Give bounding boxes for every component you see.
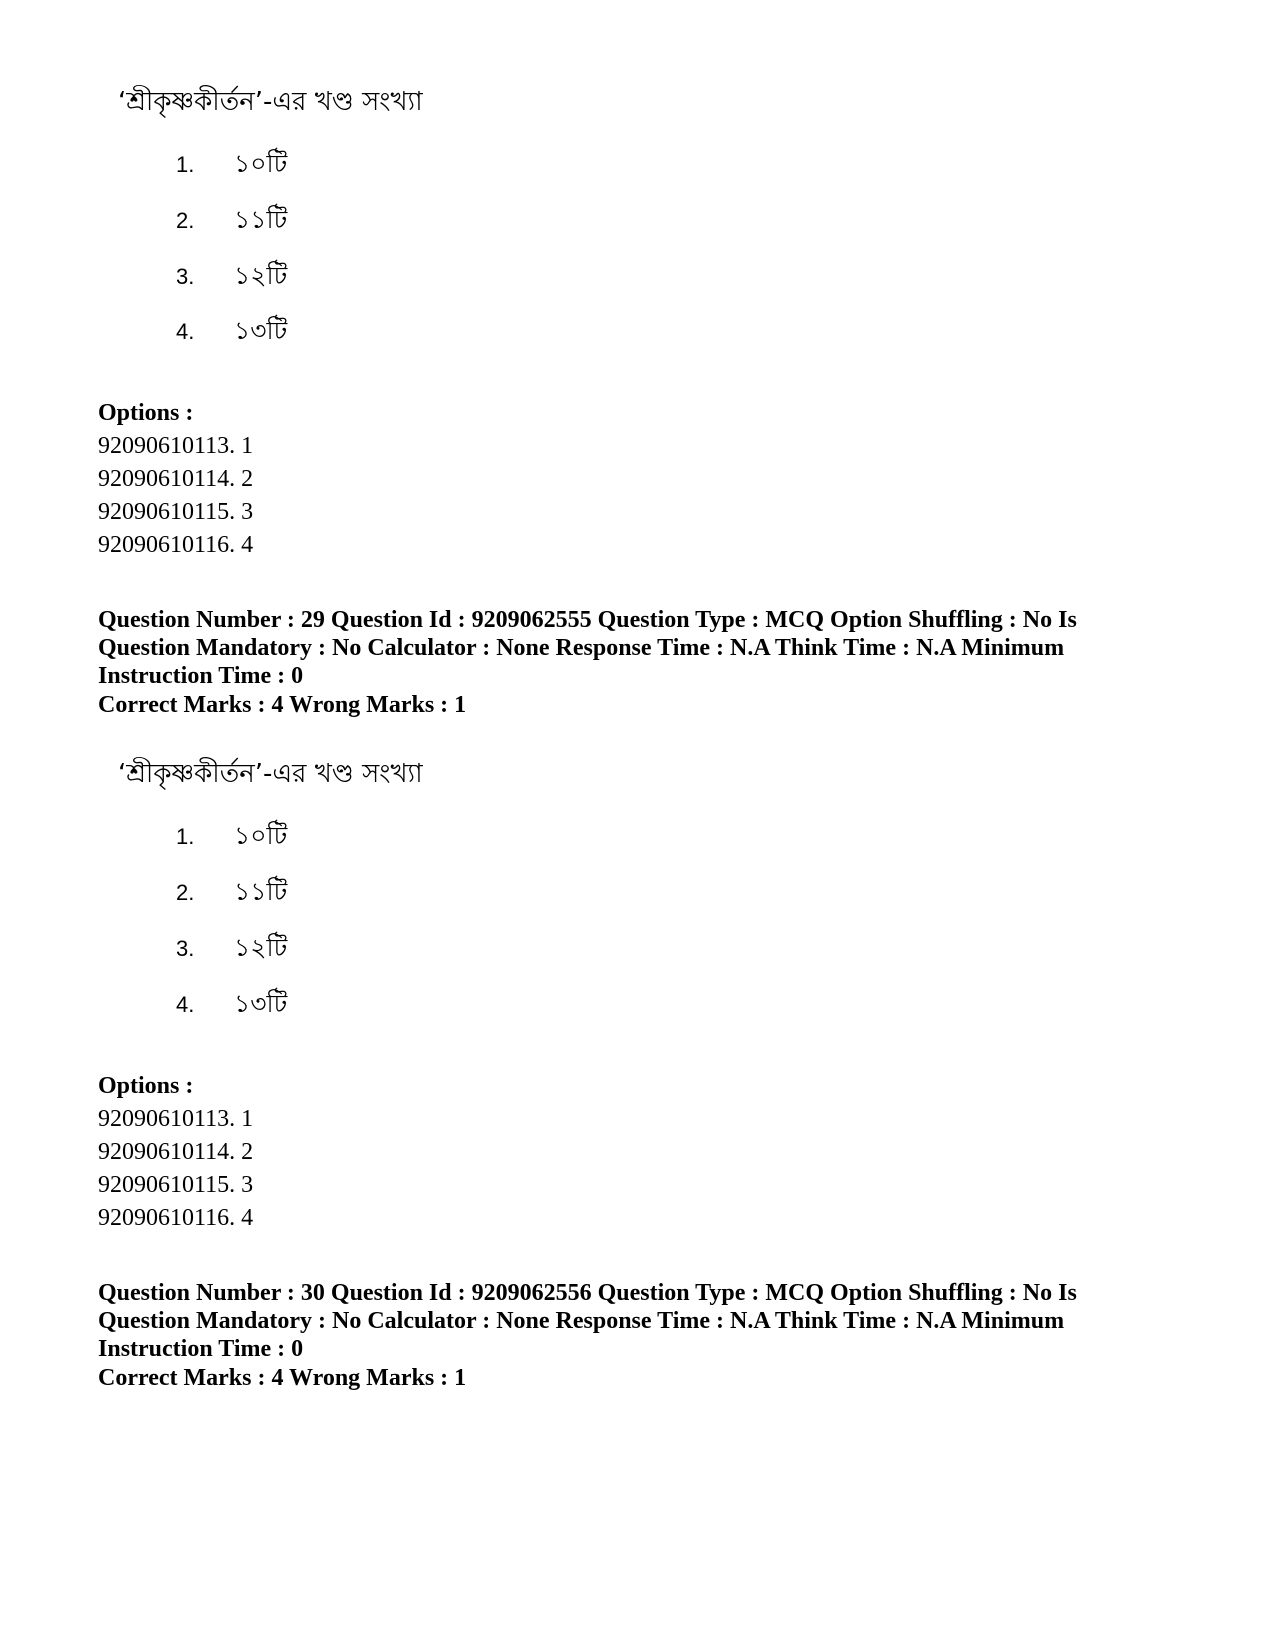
choice-text: ১২টি	[234, 261, 288, 290]
options-label: Options :	[98, 1073, 194, 1099]
question-title: ‘শ্রীকৃষ্ণকীর্তন’-এর খণ্ড সংখ্যা	[118, 759, 423, 789]
option-row: 92090610116. 4	[98, 532, 254, 558]
choice-number: 1.	[176, 824, 195, 849]
question-meta: Question Number : 30 Question Id : 9209062556 Question Type : MCQ Option Shuffling : No Is Question Mandatory : No Calculator : None Response Time : N.A Think Time : N.A Minimum Instruction Time : 0	[98, 1280, 1077, 1362]
choice-text: ১০টি	[234, 149, 288, 178]
marks-line: Correct Marks : 4 Wrong Marks : 1	[98, 1365, 467, 1391]
choice-number: 4.	[176, 319, 195, 344]
question-title: ‘শ্রীকৃষ্ণকীর্তন’-এর খণ্ড সংখ্যা	[118, 87, 423, 117]
choice-number: 2.	[176, 880, 195, 905]
choice-text: ১১টি	[234, 877, 288, 906]
choice-number: 2.	[176, 208, 195, 233]
question-choice	[176, 150, 287, 179]
option-row: 92090610115. 3	[98, 499, 254, 525]
choice-number: 3.	[176, 936, 195, 961]
choice-text: ১০টি	[234, 821, 288, 850]
option-row: 92090610113. 1	[98, 1106, 254, 1132]
choice-text: ১৩টি	[234, 989, 288, 1018]
marks-line: Correct Marks : 4 Wrong Marks : 1	[98, 692, 467, 718]
question-choice	[176, 822, 287, 851]
question-choice	[176, 262, 287, 291]
choice-number: 3.	[176, 264, 195, 289]
question-choice	[176, 878, 287, 907]
option-row: 92090610113. 1	[98, 433, 254, 459]
question-choice	[176, 317, 287, 346]
option-row: 92090610116. 4	[98, 1205, 254, 1231]
choice-text: ১৩টি	[234, 316, 288, 345]
option-row: 92090610114. 2	[98, 466, 254, 492]
choice-number: 4.	[176, 992, 195, 1017]
question-choice	[176, 934, 287, 963]
choice-number: 1.	[176, 152, 195, 177]
option-row: 92090610114. 2	[98, 1139, 254, 1165]
choice-text: ১১টি	[234, 205, 288, 234]
option-row: 92090610115. 3	[98, 1172, 254, 1198]
question-meta: Question Number : 29 Question Id : 9209062555 Question Type : MCQ Option Shuffling : No Is Question Mandatory : No Calculator : None Response Time : N.A Think Time : N.A Minimum Instruction Time : 0	[98, 607, 1077, 689]
choice-text: ১২টি	[234, 933, 288, 962]
options-label: Options :	[98, 400, 194, 426]
question-choice	[176, 206, 287, 235]
question-choice	[176, 990, 287, 1019]
